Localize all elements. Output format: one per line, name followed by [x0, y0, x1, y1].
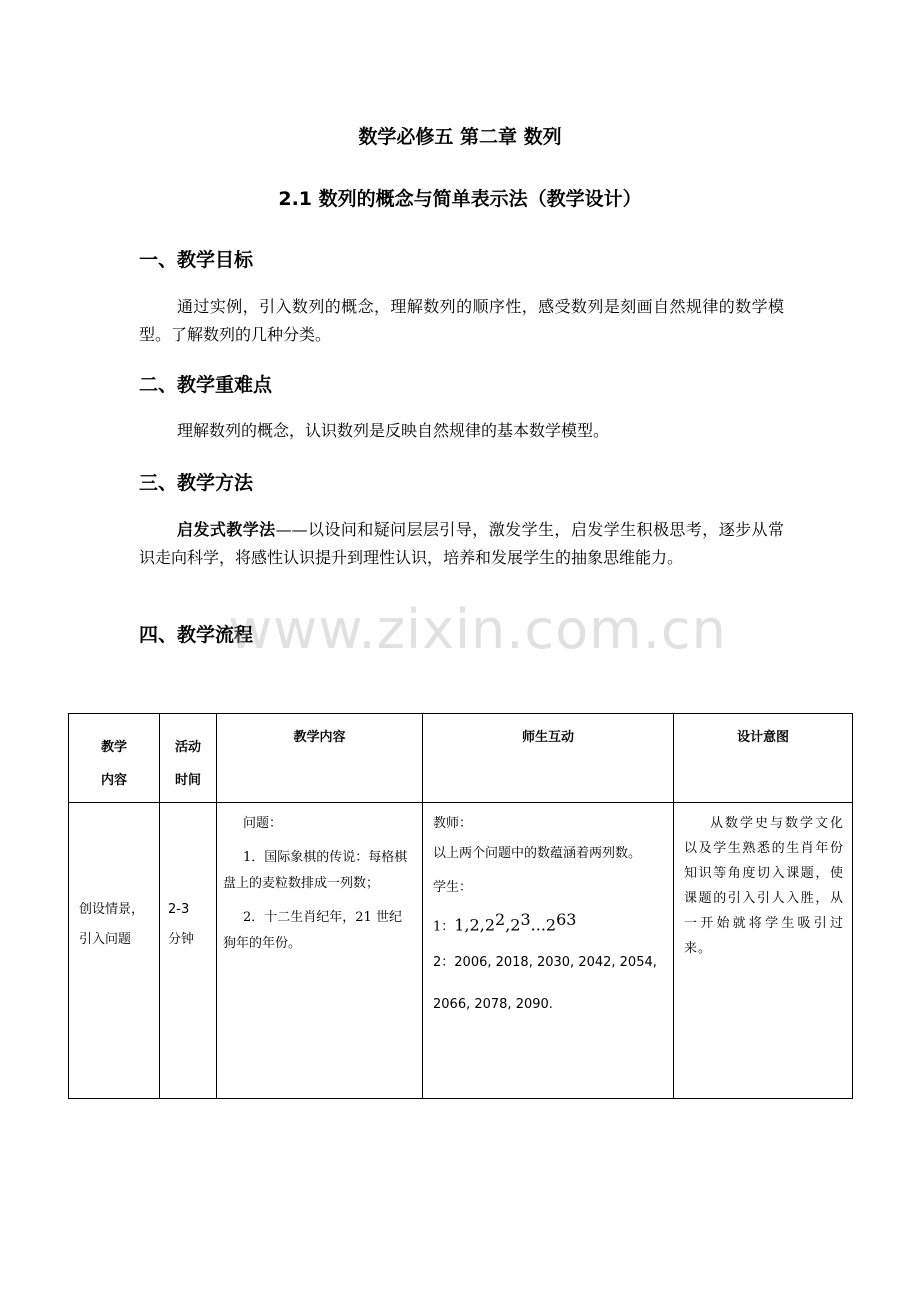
- header-interaction: 师生互动: [423, 714, 674, 803]
- sequence-2-line-1: 2：2006, 2018, 2030, 2042, 2054,: [433, 955, 657, 971]
- section-heading-flow: 四、教学流程: [139, 624, 254, 646]
- sequence-2-line-2: 2066, 2078, 2090.: [433, 997, 553, 1013]
- methods-lead: 启发式教学法: [177, 520, 276, 539]
- row-teaching-content: 创设情景， 引入问题: [69, 803, 160, 1099]
- row-design-intent: 从数学史与数学文化以及学生熟悉的生肖年份知识等角度切入课题，使课题的引入引人入胜，从一开始就将学生吸引过来。: [674, 803, 853, 1099]
- key-points-text: 理解数列的概念，认识数列是反映自然规律的基本数学模型。: [177, 421, 610, 440]
- header-design-intent: 设计意图: [674, 714, 853, 803]
- row-lesson-content: 问题： 1．国际象棋的传说：每格棋盘上的麦粒数排成一列数； 2．十二生肖纪年，21 世纪狗年的年份。: [217, 803, 423, 1099]
- teaching-flow-table: [68, 713, 853, 1099]
- section-heading-methods: 三、教学方法: [139, 472, 254, 494]
- objectives-text: 通过实例，引入数列的概念，理解数列的顺序性，感受数列是刻画自然规律的数学模型。了解数列的几种分类。: [139, 297, 784, 344]
- header-activity-time: 活动 时间: [160, 714, 217, 803]
- header-lesson-content: 教学内容: [217, 714, 423, 803]
- section-heading-objectives: 一、教学目标: [139, 249, 254, 271]
- row-interaction: 教师： 以上两个问题中的数蕴涵着两列数。 学生： 1：$1,2,2^2,2^3...2^{63}$ 2：2006, 2018, 2030, 2042, 2054, 2066, 2078, 2090.: [423, 803, 674, 1099]
- methods-body: ——以设问和疑问层层引导，激发学生，启发学生积极思考，逐步从常识走向科学，将感性认识提升到理性认识，培养和发展学生的抽象思维能力。: [139, 520, 784, 567]
- header-teaching-content: 教学 内容: [69, 714, 160, 803]
- table-header-row: [69, 714, 853, 803]
- watermark: www.zixin.com.cn: [228, 598, 727, 661]
- methods-text: [139, 516, 784, 572]
- document-title: 数学必修五 第二章 数列: [358, 126, 562, 148]
- sequence-1: 1：$1,2,2^2,2^3...2^{63}$: [433, 910, 577, 935]
- document-subtitle: 2.1 数列的概念与简单表示法（教学设计）: [278, 188, 642, 210]
- section-heading-key-points: 二、教学重难点: [139, 374, 273, 396]
- table-row: [69, 803, 853, 1099]
- row-activity-time: 2-3 分钟: [160, 803, 217, 1099]
